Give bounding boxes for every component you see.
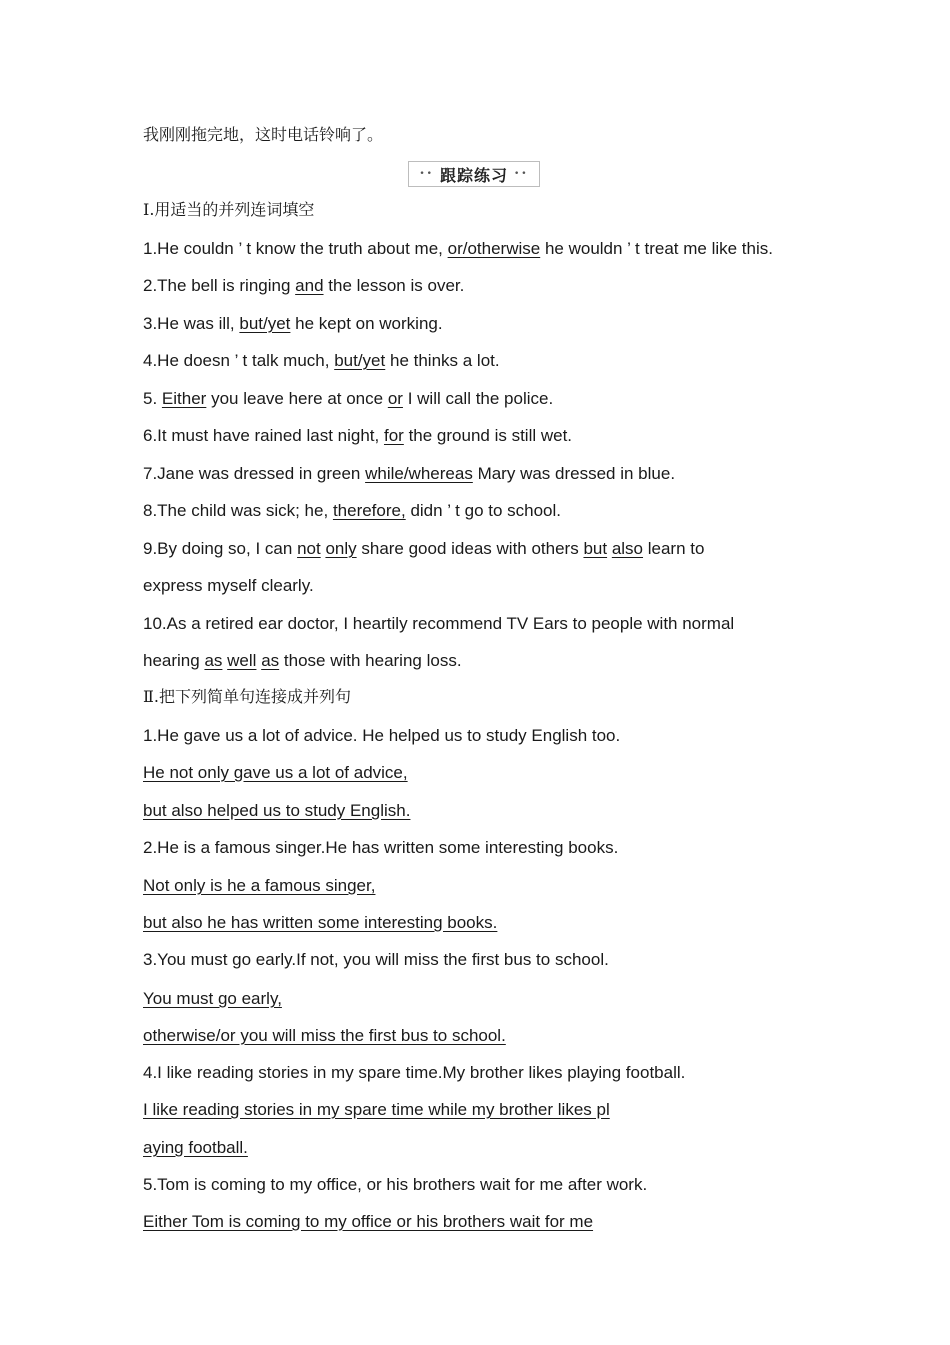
item-text: learn to [647, 539, 705, 558]
question-3: 3.You must go early.If not, you will miss the first bus to school. [143, 950, 609, 969]
answer-blank: or/otherwise [447, 239, 541, 258]
answer-blank: and [295, 276, 324, 295]
item-text: 9.By doing so, I can [143, 539, 293, 558]
answer-blank: therefore, [332, 501, 406, 520]
answer-blank: while/whereas [365, 464, 473, 483]
answer-blank: but [583, 539, 608, 558]
item-text: 1.He couldn ’ t know the truth about me, [143, 239, 443, 258]
exercise-item-2 [143, 275, 464, 297]
exercise-item-9-continued [143, 575, 314, 597]
answer-blank: as [261, 651, 280, 670]
exercise-item-4 [143, 350, 500, 372]
exercise-item-1 [143, 238, 773, 260]
exercise-item-3 [143, 313, 443, 335]
item-text: hearing [143, 651, 200, 670]
section-heading-box [408, 161, 540, 187]
item-text: 6.It must have rained last night, [143, 426, 380, 445]
item-text: 8.The child was sick; he, [143, 501, 329, 520]
answer-line: You must go early, [143, 989, 282, 1008]
answer-blank: but/yet [334, 351, 386, 370]
question-2: 2.He is a famous singer.He has written some interesting books. [143, 838, 619, 857]
item-text: the ground is still wet. [408, 426, 573, 445]
exercise-item-7 [143, 463, 675, 485]
item-text: you leave here at once [211, 389, 384, 408]
item-text: 2.The bell is ringing [143, 276, 291, 295]
item-text: 7.Jane was dressed in green [143, 464, 361, 483]
item-text: I will call the police. [407, 389, 554, 408]
answer-blank: as [204, 651, 223, 670]
part2-title: Ⅱ.把下列简单句连接成并列句 [143, 687, 351, 706]
exercise-item-6 [143, 425, 572, 447]
question-1: 1.He gave us a lot of advice. He helped us to study English too. [143, 726, 621, 745]
answer-blank: for [383, 426, 404, 445]
item-text: 5. [143, 389, 158, 408]
item-text: share good ideas with others [361, 539, 579, 558]
answer-line: but also helped us to study English. [143, 801, 411, 820]
item-text: he wouldn ’ t treat me like this. [544, 239, 773, 258]
item-text: he kept on working. [295, 314, 443, 333]
part1-title: Ⅰ.用适当的并列连词填空 [143, 200, 315, 219]
item-text: 3.He was ill, [143, 314, 235, 333]
answer-line: aying football. [143, 1138, 248, 1157]
item-text: 10.As a retired ear doctor, I heartily recommend TV Ears to people with normal [143, 614, 735, 633]
item-text: those with hearing loss. [283, 651, 462, 670]
answer-line: Either Tom is coming to my office or his brothers wait for me [143, 1212, 594, 1231]
exercise-item-10-continued [143, 650, 462, 672]
answer-blank: only [325, 539, 357, 558]
answer-line: otherwise/or you will miss the first bus to school. [143, 1026, 506, 1045]
answer-blank: or [387, 389, 403, 408]
item-text: 4.He doesn ’ t talk much, [143, 351, 330, 370]
exercise-item-8 [143, 500, 561, 522]
answer-line: He not only gave us a lot of advice, [143, 763, 408, 782]
question-5: 5.Tom is coming to my office, or his brothers wait for me after work. [143, 1175, 648, 1194]
decorative-dots-icon: •• [419, 169, 434, 179]
section-heading: 跟踪练习 [439, 165, 508, 185]
exercise-item-9 [143, 538, 704, 560]
answer-line: I like reading stories in my spare time while my brother likes pl [143, 1100, 610, 1119]
exercise-item-10 [143, 613, 734, 635]
intro-sentence: 我刚刚拖完地，这时电话铃响了。 [143, 125, 384, 144]
question-4: 4.I like reading stories in my spare time.My brother likes playing football. [143, 1063, 686, 1082]
answer-blank: not [297, 539, 321, 558]
item-text: Mary was dressed in blue. [477, 464, 676, 483]
answer-blank: well [227, 651, 257, 670]
answer-blank: but/yet [239, 314, 291, 333]
answer-blank: also [611, 539, 644, 558]
item-text: didn ’ t go to school. [410, 501, 562, 520]
answer-blank: Either [161, 389, 207, 408]
decorative-dots-icon: •• [514, 169, 529, 179]
item-text: the lesson is over. [328, 276, 465, 295]
answer-line: Not only is he a famous singer, [143, 876, 376, 895]
item-text: he thinks a lot. [389, 351, 500, 370]
answer-line: but also he has written some interesting books. [143, 913, 498, 932]
exercise-item-5 [143, 388, 553, 410]
item-text: express myself clearly. [143, 576, 314, 595]
